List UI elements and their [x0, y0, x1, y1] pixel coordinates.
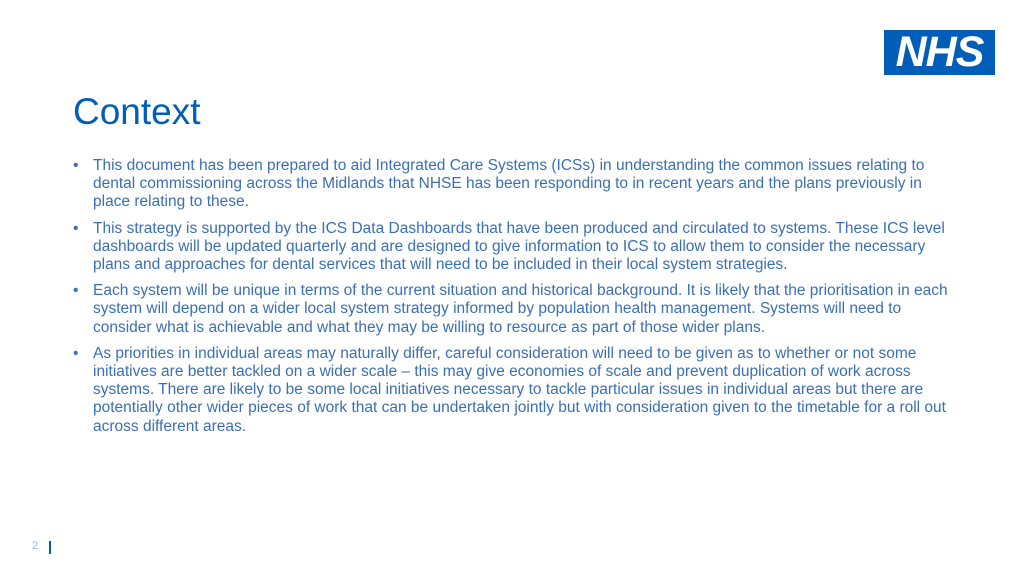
footer-divider: [49, 541, 51, 554]
page-number: 2: [32, 540, 39, 552]
bullet-icon: •: [73, 344, 79, 362]
bullet-icon: •: [73, 219, 79, 237]
nhs-logo-text: NHS: [895, 28, 984, 76]
bullet-icon: •: [73, 282, 79, 300]
bullet-icon: •: [73, 157, 79, 174]
bullet-item: [73, 282, 958, 337]
bullet-text: Each system will be unique in terms of the current situation and historical background. It is likely that the prioritisation in each system will depend on a wider local system strategy informed by population health management. Systems will need to consider what is achievable and what they may be willing to resource as part of those wider plans.: [93, 282, 948, 336]
bullet-item: [73, 220, 958, 275]
bullet-text: This strategy is supported by the ICS Data Dashboards that have been produced and circulated to systems. These ICS level dashboards will be updated quarterly and are designed to give information to ICS to allow them to consider the necessary plans and approaches for dental services that will need to be included in their local system strategies.: [93, 219, 945, 274]
slide-title: Context: [73, 91, 201, 132]
bullet-list: [73, 157, 958, 444]
nhs-logo: [884, 30, 995, 75]
bullet-text: This document has been prepared to aid Integrated Care Systems (ICSs) in understanding the common issues relating to dental commissioning across the Midlands that NHSE has been responding to in recent years and the plans previously in place relating to these.: [93, 157, 925, 211]
bullet-item: [73, 157, 958, 212]
bullet-item: [73, 345, 958, 436]
bullet-text: As priorities in individual areas may naturally differ, careful consideration will need to be given as to whether or not some initiatives are better tackled on a wider scale – this may give economies of scale and prevent duplication of work across systems. There are likely to be some local initiatives necessary to tackle particular issues in individual areas but there are potentially other wider pieces of work that can be undertaken jointly but with consideration given to the timetable for a roll out across different areas.: [93, 344, 946, 435]
